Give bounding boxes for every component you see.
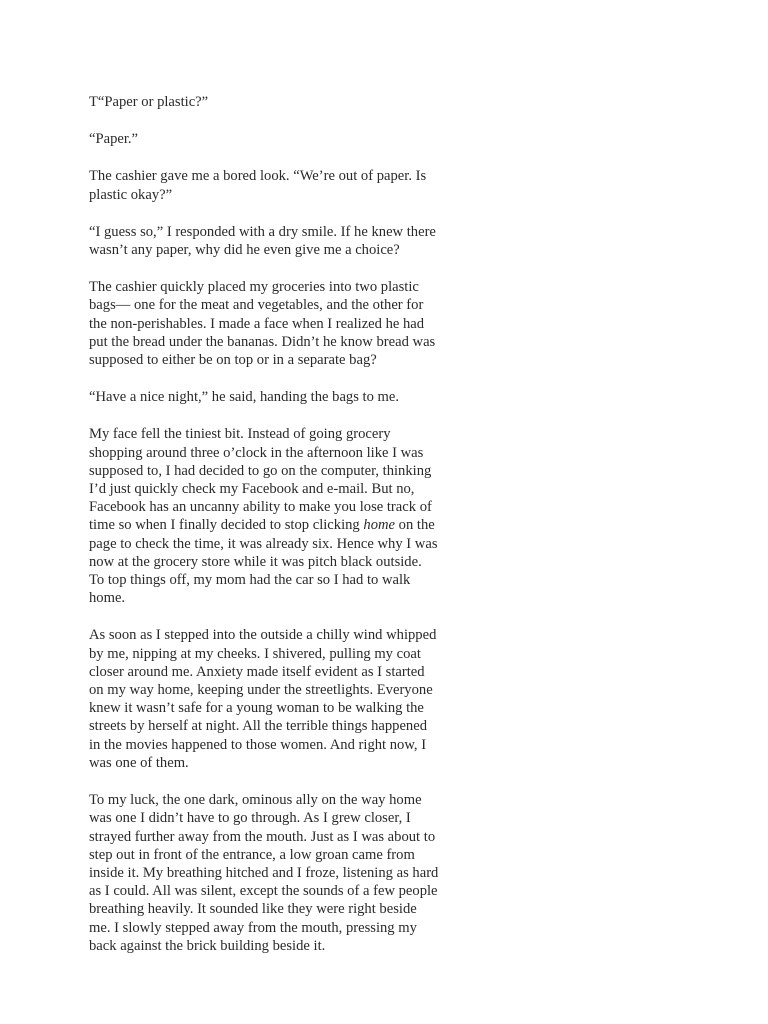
paragraph-7-after: on the page to check the time, it was already six. Hence why I was now at the grocery store while it was pitch black outside. To top things off, my mom had the car so I had to walk home. xyxy=(89,517,438,607)
paragraph-3: The cashier gave me a bored look. “We’re out of paper. Is plastic okay?” xyxy=(89,168,427,203)
paragraph-6: “Have a nice night,” he said, handing the bags to me. xyxy=(89,389,400,406)
paragraph-7-before: My face fell the tiniest bit. Instead of going grocery shopping around three o’clock in the afternoon like I was supposed to, I had decided to go on the computer, thinking I’d just quickly check my Facebook and e-mail. But no, Facebook has an uncanny ability to make you lose track of time so when I finally decided to stop clicking xyxy=(89,426,432,534)
paragraph-2: “Paper.” xyxy=(89,131,139,148)
paragraph-8: As soon as I stepped into the outside a chilly wind whipped by me, nipping at my cheeks. I shivered, pulling my coat closer around me. Anxiety made itself evident as I started on my way home, keeping under the streetlights. Everyone knew it wasn’t safe for a young woman to be walking the streets by herself at night. All the terrible things happened in the movies happened to those women. And right now, I was one of them. xyxy=(89,627,437,771)
paragraph-4: “I guess so,” I responded with a dry smile. If he knew there wasn’t any paper, why did he even give me a choice? xyxy=(89,223,436,259)
paragraph-7 xyxy=(89,425,469,607)
story-text xyxy=(89,93,469,974)
paragraph-9: To my luck, the one dark, ominous ally on the way home was one I didn’t have to go through. As I grew closer, I strayed further away from the mouth. Just as I was about to step out in front of the entrance, a low groan came from inside it. My breathing hitched and I froze, listening as hard as I could. All was silent, except the sounds of a few people breathing heavily. It sounded like they were right beside me. I slowly stepped away from the mouth, pressing my back against the brick building beside it. xyxy=(89,792,439,954)
paragraph-1: T“Paper or plastic?” xyxy=(89,94,209,110)
italic-home: home xyxy=(363,517,396,534)
paragraph-5: The cashier quickly placed my groceries into two plastic bags— one for the meat and vegetables, and the other for the non-perishables. I made a face when I realized he had put the bread under the bananas. Didn’t he know bread was supposed to either be on top or in a separate bag? xyxy=(89,279,436,369)
